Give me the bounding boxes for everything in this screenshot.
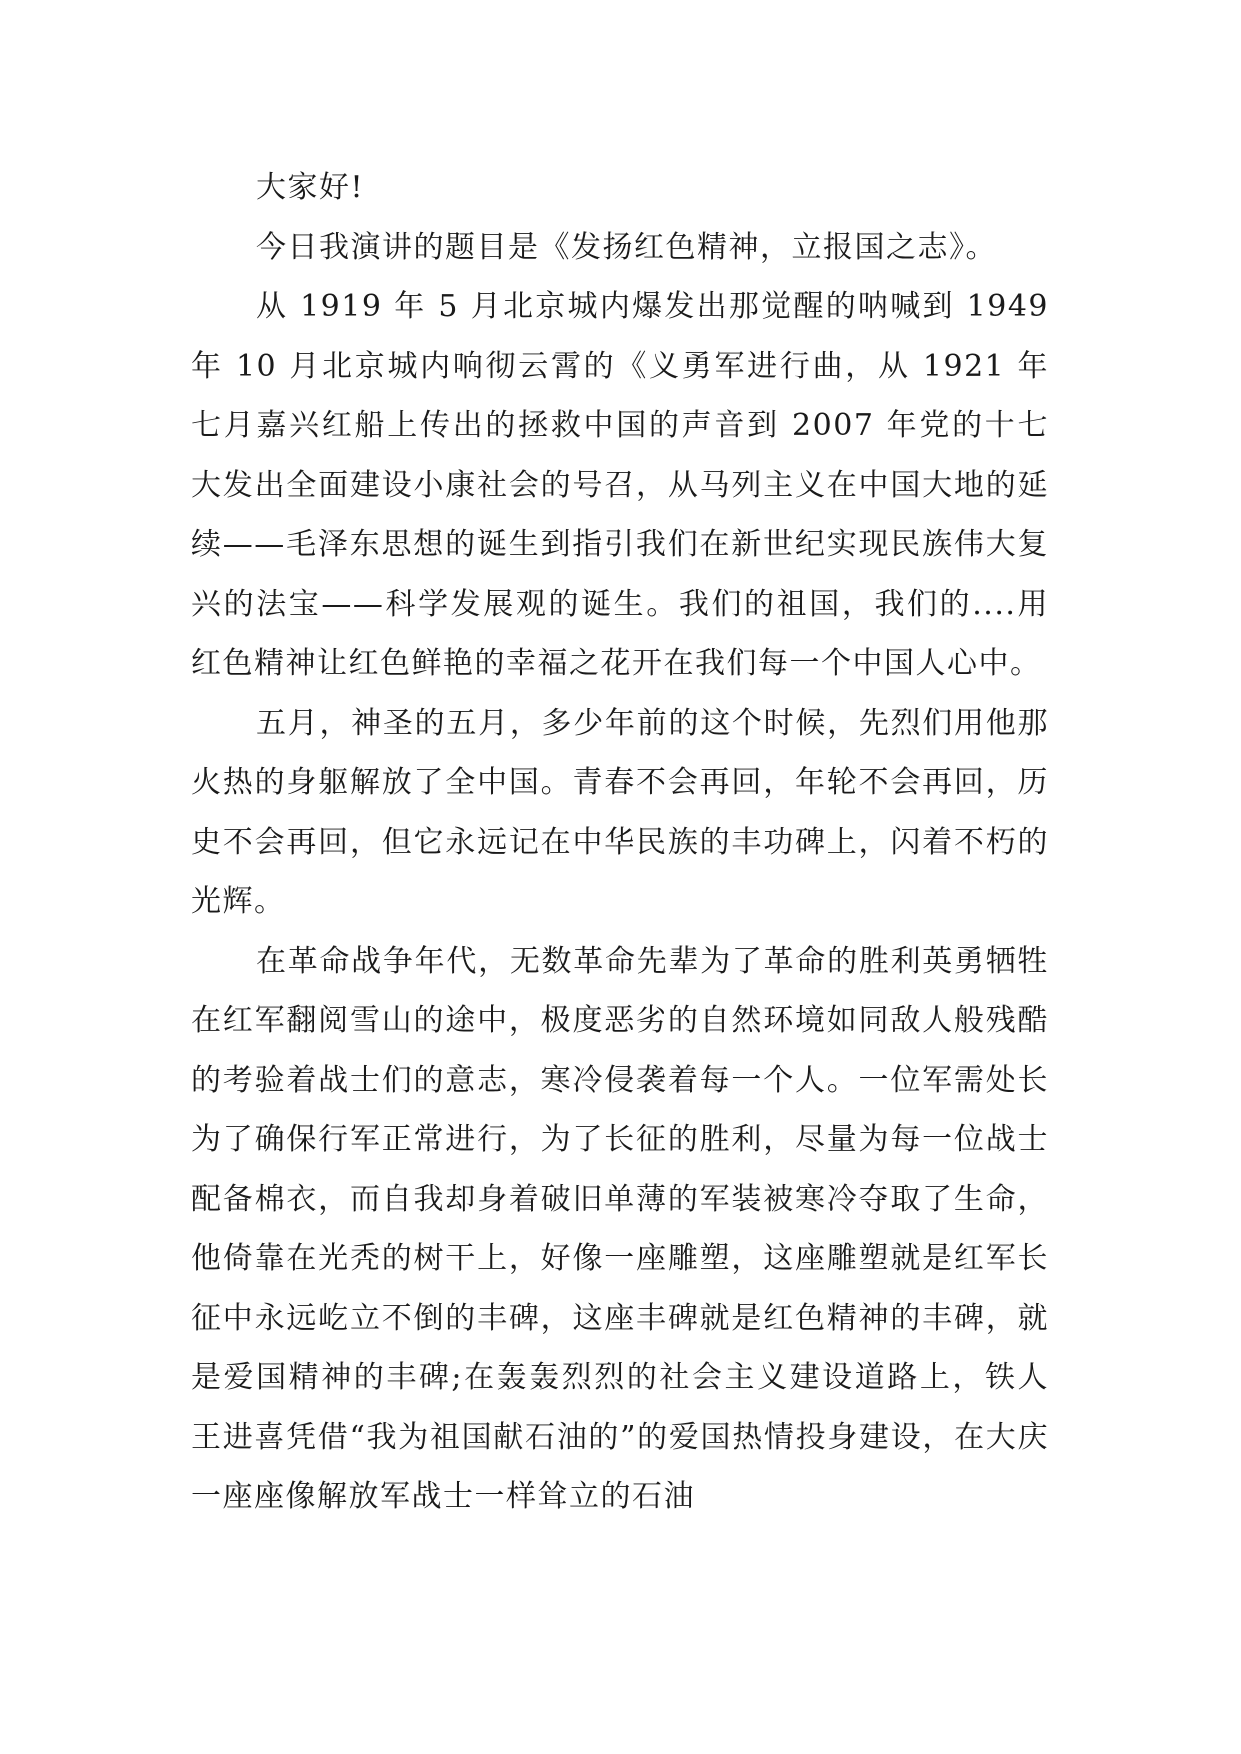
- paragraph-may: 五月，神圣的五月，多少年前的这个时候，先烈们用他那火热的身躯解放了全中国。青春不会再回，年轮不会再回，历史不会再回，但它永远记在中华民族的丰功碑上，闪着不朽的光辉。: [191, 705, 1049, 919]
- paragraph-topic: 今日我演讲的题目是《发扬红色精神，立报国之志》。: [256, 229, 997, 265]
- speech-body: [191, 158, 1049, 1527]
- paragraph-revolution: 在革命战争年代，无数革命先辈为了革命的胜利英勇牺牲在红军翻阅雪山的途中，极度恶劣的自然环境如同敌人般残酷的考验着战士们的意志，寒冷侵袭着每一个人。一位军需处长为了确保行军正常进行，为了长征的胜利，尽量为每一位战士配备棉衣，而自我却身着破旧单薄的军装被寒冷夺取了生命，他倚靠在光秃的树干上，好像一座雕塑，这座雕塑就是红军长征中永远屹立不倒的丰碑，这座丰碑就是红色精神的丰碑，就是爱国精神的丰碑;在轰轰烈烈的社会主义建设道路上，铁人王进喜凭借“我为祖国献石油的”的爱国热情投身建设，在大庆一座座像解放军战士一样耸立的石油: [191, 943, 1049, 1514]
- paragraph-history: 从 1919 年 5 月北京城内爆发出那觉醒的呐喊到 1949 年 10 月北京城内响彻云霄的《义勇军进行曲，从 1921 年七月嘉兴红船上传出的拯救中国的声音到 2007 年党的十七大发出全面建设小康社会的号召，从马列主义在中国大地的延续——毛泽东思想的诞生到指引我们在新世纪实现民族伟大复兴的法宝——科学发展观的诞生。我们的祖国，我们的....用红色精神让红色鲜艳的幸福之花开在我们每一个中国人心中。: [191, 289, 1049, 681]
- paragraph-greeting: 大家好!: [256, 170, 365, 205]
